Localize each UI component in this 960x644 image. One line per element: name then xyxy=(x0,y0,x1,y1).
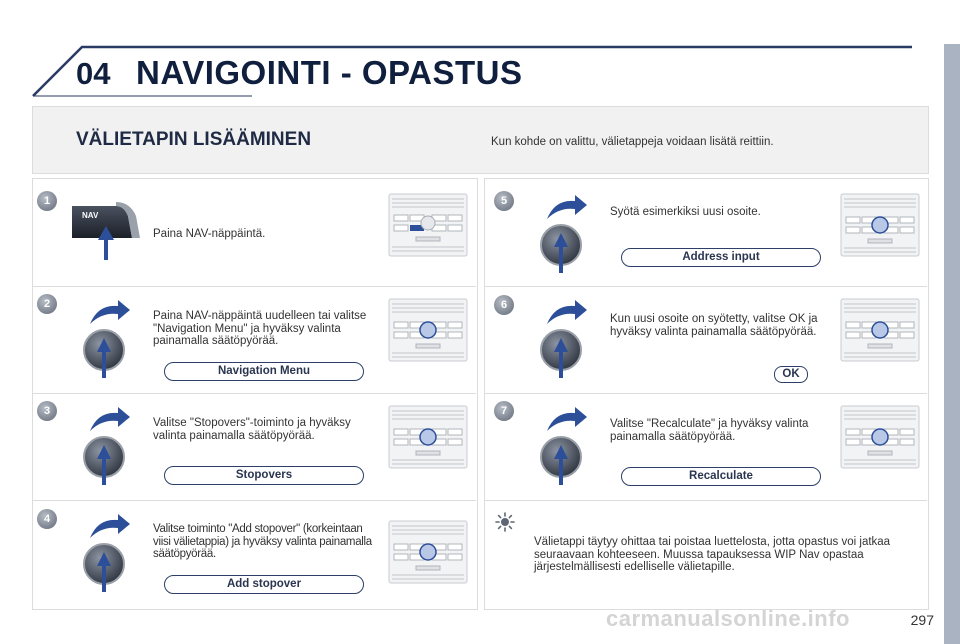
step-instruction: Valitse toiminto "Add stopover" (korkeintaan viisi välietappia) ja hyväksy valinta painamalla säätöpyörää. xyxy=(153,523,372,560)
step-instruction: Paina NAV-näppäintä. xyxy=(153,228,266,240)
console-panel-image xyxy=(388,405,468,469)
console-panel-image xyxy=(388,298,468,362)
divider xyxy=(32,286,476,287)
nav-key-label: NAV xyxy=(82,211,99,220)
step-number-badge: 6 xyxy=(494,295,514,315)
stopovers-button[interactable]: Stopovers xyxy=(164,466,364,485)
navigation-menu-button[interactable]: Navigation Menu xyxy=(164,362,364,381)
step-instruction: Valitse "Recalculate" ja hyväksy valinta painamalla säätöpyörää. xyxy=(610,418,809,443)
control-knob-icon xyxy=(80,405,144,487)
page-number: 297 xyxy=(910,612,934,628)
ok-button[interactable]: OK xyxy=(774,366,808,383)
console-panel-image xyxy=(388,520,468,584)
console-panel-image xyxy=(840,298,920,362)
tip-text: Välietappi täytyy ohittaa tai poistaa luettelosta, jotta opastus voi jatkaa seuraavaan kohteeseen. Muussa tapauksessa WIP Nav opastaa järjestelmällisesti edelliselle välietapille. xyxy=(534,536,891,573)
divider xyxy=(32,393,476,394)
control-knob-icon xyxy=(80,298,144,380)
control-knob-icon xyxy=(80,512,144,594)
address-input-button[interactable]: Address input xyxy=(621,248,821,267)
step-number-badge: 4 xyxy=(37,509,57,529)
console-panel-image xyxy=(840,193,920,257)
step-instruction: Kun uusi osoite on syötetty, valitse OK ja hyväksy valinta painamalla säätöpyörää. xyxy=(610,313,818,338)
page-edge-strip xyxy=(944,44,960,644)
divider xyxy=(484,500,927,501)
console-panel-image xyxy=(388,193,468,257)
control-knob-icon xyxy=(537,298,601,380)
step-instruction: Valitse "Stopovers"-toiminto ja hyväksy valinta painamalla säätöpyörää. xyxy=(153,417,351,442)
recalculate-button[interactable]: Recalculate xyxy=(621,467,821,486)
step-number-badge: 2 xyxy=(37,294,57,314)
control-knob-icon xyxy=(537,193,601,275)
tip-icon xyxy=(495,512,515,532)
add-stopover-button[interactable]: Add stopover xyxy=(164,575,364,594)
section-title: VÄLIETAPIN LISÄÄMINEN xyxy=(76,129,312,150)
divider xyxy=(484,393,927,394)
step-instruction: Syötä esimerkiksi uusi osoite. xyxy=(610,206,761,218)
step-number-badge: 7 xyxy=(494,401,514,421)
control-knob-icon xyxy=(537,405,601,487)
page-title: NAVIGOINTI - OPASTUS xyxy=(136,54,523,91)
step-instruction: Paina NAV-näppäintä uudelleen tai valitse "Navigation Menu" ja hyväksy valinta painamalla säätöpyörää. xyxy=(153,310,367,347)
divider xyxy=(32,500,476,501)
watermark: carmanualsonline.info xyxy=(606,606,850,631)
divider xyxy=(484,286,927,287)
console-panel-image xyxy=(840,405,920,469)
section-intro-text: Kun kohde on valittu, välietappeja voidaan lisätä reittiin. xyxy=(491,136,774,148)
step-number-badge: 1 xyxy=(37,191,57,211)
step-number-badge: 5 xyxy=(494,191,514,211)
step-number-badge: 3 xyxy=(37,401,57,421)
chapter-number: 04 xyxy=(76,56,111,91)
nav-key-icon xyxy=(70,196,142,262)
